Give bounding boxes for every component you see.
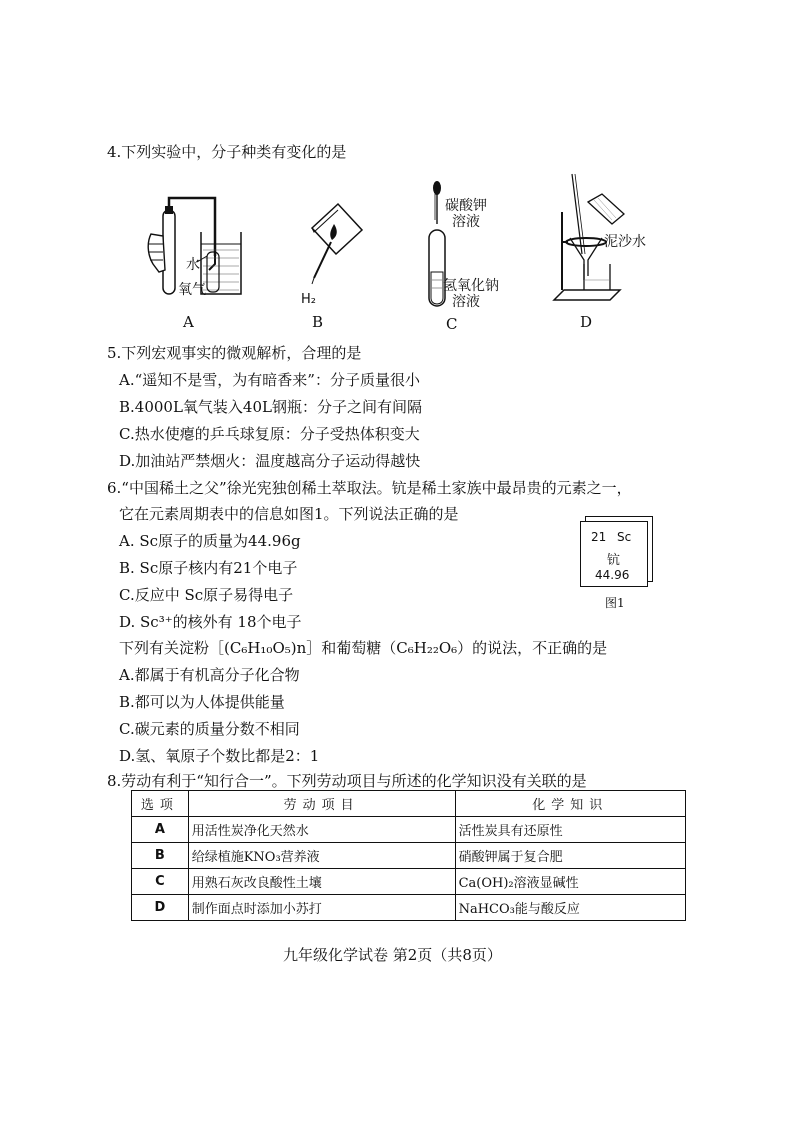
label-water: 水 bbox=[186, 257, 200, 273]
row-labor-item: 制作面点时添加小苏打 bbox=[188, 895, 455, 921]
row-chem-knowledge: Ca(OH)₂溶液显碱性 bbox=[455, 869, 685, 895]
caption-b: B bbox=[312, 313, 324, 331]
q7-option-a: A.都属于有机高分子化合物 bbox=[119, 666, 300, 684]
element-symbol: Sc bbox=[617, 530, 632, 544]
q4-stem: 4.下列实验中，分子种类有变化的是 bbox=[107, 143, 347, 161]
header-labor-item: 劳动项目 bbox=[188, 791, 455, 817]
row-labor-item: 用活性炭净化天然水 bbox=[188, 817, 455, 843]
header-chem-knowledge: 化学知识 bbox=[455, 791, 685, 817]
figure-1-caption: 图1 bbox=[605, 596, 625, 610]
element-name: 钪 bbox=[607, 553, 621, 568]
row-option: C bbox=[132, 869, 189, 895]
caption-a: A bbox=[183, 313, 194, 331]
q8-stem: 8.劳动有利于“知行合一”。下列劳动项目与所述的化学知识没有关联的是 bbox=[107, 772, 587, 790]
row-option: B bbox=[132, 843, 189, 869]
atomic-mass: 44.96 bbox=[595, 568, 630, 582]
q7-option-c: C.碳元素的质量分数不相同 bbox=[119, 720, 300, 738]
caption-d: D bbox=[580, 313, 593, 331]
q7-stem: 下列有关淀粉［(C₆H₁₀O₅)n］和葡萄糖（C₆H₂₂O₆）的说法，不正确的是 bbox=[119, 639, 608, 657]
periodic-table-cell-scandium bbox=[580, 521, 648, 587]
q5-option-a: A.“遥知不是雪，为有暗香来”：分子质量很小 bbox=[119, 371, 420, 389]
table-row bbox=[132, 869, 686, 895]
q7-option-d: D.氢、氧原子个数比都是2：1 bbox=[119, 747, 320, 765]
table-header-row bbox=[132, 791, 686, 817]
row-chem-knowledge: NaHCO₃能与酸反应 bbox=[455, 895, 685, 921]
row-chem-knowledge: 硝酸钾属于复合肥 bbox=[455, 843, 685, 869]
header-option: 选项 bbox=[132, 791, 189, 817]
row-labor-item: 给绿植施KNO₃营养液 bbox=[188, 843, 455, 869]
label-h2: H₂ bbox=[301, 292, 316, 307]
atomic-number: 21 bbox=[591, 530, 607, 544]
label-potassium-carbonate-2: 溶液 bbox=[452, 214, 480, 230]
caption-c: C bbox=[446, 315, 458, 333]
q6-stem-line1: 6.“中国稀土之父”徐光宪独创稀土萃取法。钪是稀土家族中最昂贵的元素之一， bbox=[107, 479, 632, 497]
label-sodium-hydroxide-1: 氢氧化钠 bbox=[443, 278, 499, 294]
row-option: A bbox=[132, 817, 189, 843]
q8-table bbox=[131, 790, 686, 921]
q6-option-d: D. Sc³⁺的核外有 18个电子 bbox=[119, 613, 302, 631]
table-row bbox=[132, 817, 686, 843]
q6-option-c: C.反应中 Sc原子易得电子 bbox=[119, 586, 294, 604]
q6-option-b: B. Sc原子核内有21个电子 bbox=[119, 559, 298, 577]
label-potassium-carbonate-1: 碳酸钾 bbox=[445, 198, 487, 214]
table-row bbox=[132, 895, 686, 921]
page-footer: 九年级化学试卷 第2页（共8页） bbox=[283, 946, 502, 964]
q6-option-a: A. Sc原子的质量为44.96g bbox=[119, 532, 301, 550]
q5-option-d: D.加油站严禁烟火：温度越高分子运动得越快 bbox=[119, 452, 421, 470]
row-chem-knowledge: 活性炭具有还原性 bbox=[455, 817, 685, 843]
label-oxygen: 氧气 bbox=[178, 282, 206, 298]
row-labor-item: 用熟石灰改良酸性土壤 bbox=[188, 869, 455, 895]
q5-option-b: B.4000L氧气装入40L钢瓶：分子之间有间隔 bbox=[119, 398, 422, 416]
q5-stem: 5.下列宏观事实的微观解析，合理的是 bbox=[107, 344, 362, 362]
q6-stem-line2: 它在元素周期表中的信息如图1。下列说法正确的是 bbox=[119, 505, 459, 523]
q7-option-b: B.都可以为人体提供能量 bbox=[119, 693, 285, 711]
table-row bbox=[132, 843, 686, 869]
label-muddy-water: 泥沙水 bbox=[604, 234, 646, 250]
row-option: D bbox=[132, 895, 189, 921]
label-sodium-hydroxide-2: 溶液 bbox=[452, 294, 480, 310]
q5-option-c: C.热水使瘪的乒乓球复原：分子受热体积变大 bbox=[119, 425, 420, 443]
